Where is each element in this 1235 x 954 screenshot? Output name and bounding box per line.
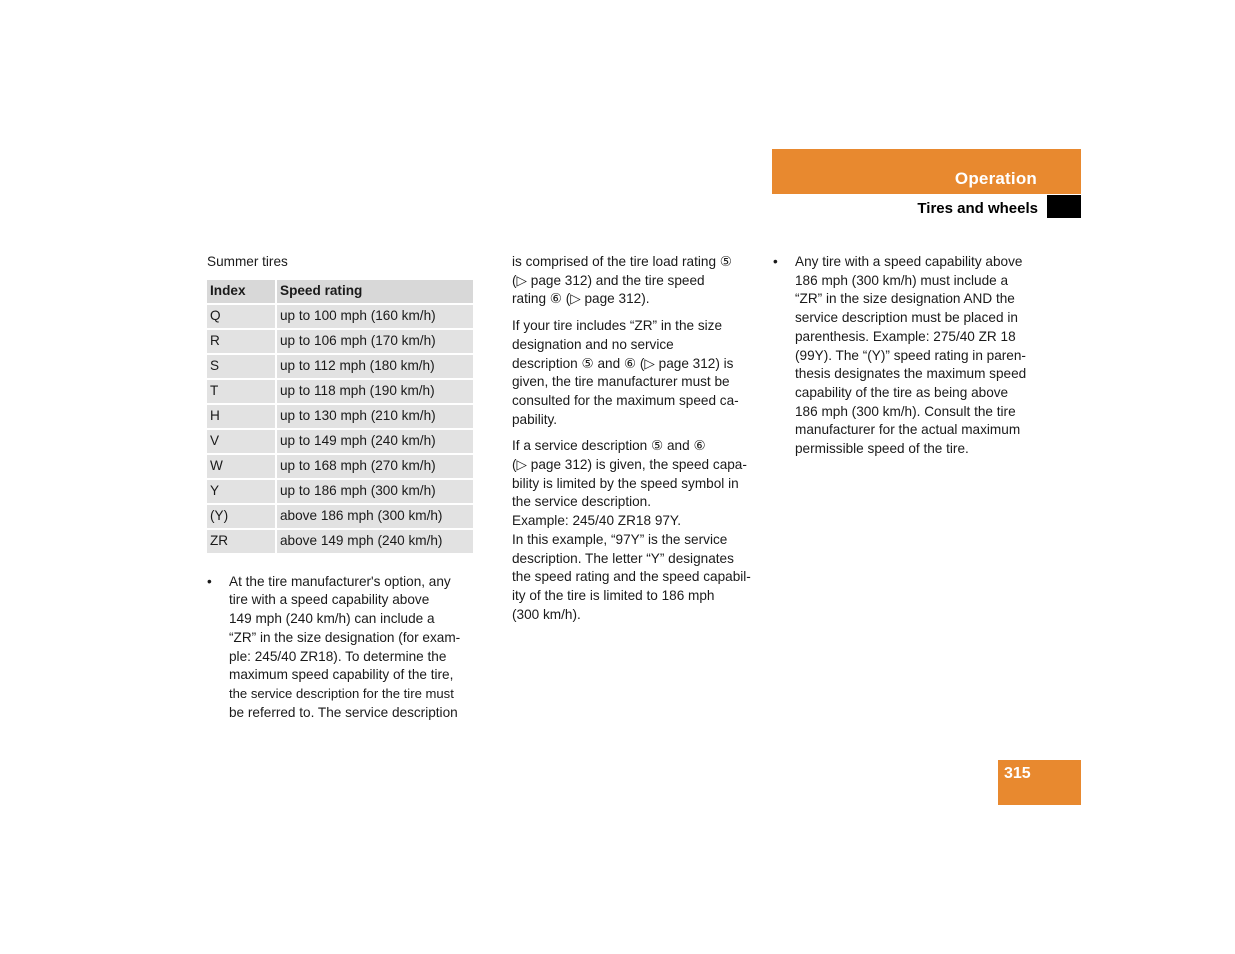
- page-number-box: [998, 760, 1081, 805]
- text-line: manufacturer for the actual maximum: [795, 422, 1021, 438]
- text-line: is comprised of the tire load rating ⑤: [512, 254, 732, 269]
- text-line: (▷ page 312) and the tire speed: [512, 272, 705, 288]
- index-cell: Y: [207, 480, 277, 503]
- text-line: In this example, “97Y” is the service: [512, 531, 728, 547]
- section-marker: [1047, 195, 1081, 218]
- rating-cell: up to 130 mph (210 km/h): [277, 405, 473, 428]
- text-line: (300 km/h).: [512, 606, 581, 622]
- index-cell: Q: [207, 305, 277, 328]
- table-row: [207, 305, 473, 328]
- text-line: designation and no service: [512, 336, 674, 352]
- rating-cell: up to 112 mph (180 km/h): [277, 355, 473, 378]
- text-line: 186 mph (300 km/h). Consult the tire: [795, 403, 1016, 419]
- text-line: rating ⑥ (▷ page 312).: [512, 291, 650, 307]
- table-row: [207, 505, 473, 528]
- table-header-row: [207, 280, 473, 303]
- text-line: • At the tire manufacturer's option, any: [229, 573, 451, 589]
- text-line: If a service description ⑤ and ⑥: [512, 438, 706, 454]
- right-column: [773, 253, 1038, 459]
- text-line: pability.: [512, 411, 558, 427]
- text-line: be referred to. The service description: [229, 704, 458, 720]
- table-row: [207, 430, 473, 453]
- bullet-zr-option: [207, 573, 473, 723]
- text-line: the service description.: [512, 494, 652, 510]
- paragraph-service-description: [512, 253, 758, 309]
- rating-cell: up to 118 mph (190 km/h): [277, 380, 473, 403]
- index-cell: ZR: [207, 530, 277, 553]
- table-caption: Summer tires: [207, 254, 288, 269]
- table-row: [207, 405, 473, 428]
- rating-cell: up to 168 mph (270 km/h): [277, 455, 473, 478]
- header-index: Index: [207, 280, 277, 303]
- index-cell: S: [207, 355, 277, 378]
- text-line: Example: 245/40 ZR18 97Y.: [512, 513, 682, 529]
- rating-cell: up to 100 mph (160 km/h): [277, 305, 473, 328]
- text-line: • Any tire with a speed capability above: [795, 254, 1023, 269]
- text-line: description. The letter “Y” designates: [512, 550, 734, 566]
- text-line: description ⑤ and ⑥ (▷ page 312) is: [512, 355, 734, 371]
- table-row: [207, 530, 473, 553]
- table-row: [207, 455, 473, 478]
- text-line: given, the tire manufacturer must be: [512, 374, 730, 390]
- rating-cell: above 149 mph (240 km/h): [277, 530, 473, 553]
- text-line: bility is limited by the speed symbol in: [512, 475, 739, 491]
- text-line: (99Y). The “(Y)” speed rating in paren-: [795, 347, 1026, 363]
- text-line: service description must be placed in: [795, 310, 1018, 326]
- index-cell: H: [207, 405, 277, 428]
- index-cell: T: [207, 380, 277, 403]
- page-number: 315: [1004, 765, 1031, 782]
- text-line: “ZR” in the size designation AND the: [795, 291, 1015, 307]
- table-row: [207, 480, 473, 503]
- text-line: capability of the tire as being above: [795, 384, 1009, 400]
- bullet-list: [773, 253, 1038, 459]
- text-line: ple: 245/40 ZR18). To determine the: [229, 648, 447, 664]
- table-row: [207, 380, 473, 403]
- text-line: parenthesis. Example: 275/40 ZR 18: [795, 328, 1016, 344]
- text-line: thesis designates the maximum speed: [795, 366, 1027, 382]
- index-cell: R: [207, 330, 277, 353]
- index-cell: (Y): [207, 505, 277, 528]
- text-line: “ZR” in the size designation (for exam-: [229, 629, 461, 645]
- speed-rating-table: [207, 278, 473, 555]
- text-line: 186 mph (300 km/h) must include a: [795, 272, 1009, 288]
- rating-cell: up to 106 mph (170 km/h): [277, 330, 473, 353]
- text-line: maximum speed capability of the tire,: [229, 667, 454, 683]
- text-line: the speed rating and the speed capabil-: [512, 569, 751, 585]
- text-line: the service description for the tire must: [229, 685, 454, 701]
- text-line: If your tire includes “ZR” in the size: [512, 318, 723, 334]
- index-cell: W: [207, 455, 277, 478]
- text-line: tire with a speed capability above: [229, 592, 430, 608]
- section-header-bar: [772, 149, 1081, 194]
- rating-cell: up to 186 mph (300 km/h): [277, 480, 473, 503]
- index-cell: V: [207, 430, 277, 453]
- text-line: permissible speed of the tire.: [795, 441, 969, 457]
- bullet-zr-above-186: [773, 253, 1038, 459]
- subsection-title: Tires and wheels: [917, 200, 1038, 217]
- header-speed-rating: Speed rating: [277, 280, 473, 303]
- middle-column: [512, 253, 758, 632]
- rating-cell: up to 149 mph (240 km/h): [277, 430, 473, 453]
- table-row: [207, 330, 473, 353]
- paragraph-speed-symbol: [512, 437, 758, 624]
- text-line: 149 mph (240 km/h) can include a: [229, 611, 435, 627]
- text-line: (▷ page 312) is given, the speed capa-: [512, 457, 747, 473]
- table-row: [207, 355, 473, 378]
- rating-cell: above 186 mph (300 km/h): [277, 505, 473, 528]
- text-line: ity of the tire is limited to 186 mph: [512, 587, 715, 603]
- bullet-list: [207, 573, 473, 723]
- section-title: Operation: [954, 169, 1037, 188]
- text-line: consulted for the maximum speed ca-: [512, 392, 739, 408]
- paragraph-zr-no-service: [512, 317, 758, 429]
- left-column: [207, 253, 473, 722]
